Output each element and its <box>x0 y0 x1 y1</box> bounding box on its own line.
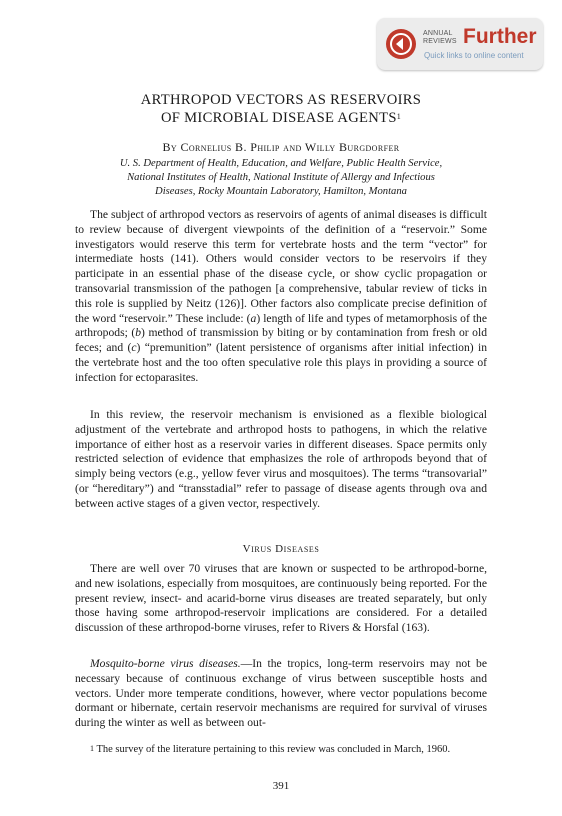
author-byline: By Cornelius B. Philip and Willy Burgdorfer <box>162 140 400 154</box>
page-number: 391 <box>272 780 290 792</box>
further-subtitle: Quick links to online content <box>424 51 524 60</box>
footnote-mark: 1 <box>90 744 94 753</box>
play-arrow-icon <box>386 29 416 59</box>
virus-intro-paragraph: There are well over 70 viruses that are known or suspected to be arthropod-borne, and new isolations, especially from mosquitoes, are continuously being reported. For the present review, insect- and acarid-borne virus diseases are treated separately, but only those having some arthropod-reservoir implications are considered. For a detailed discussion of these arthropod-borne viruses, refer to Rivers & Horsfal (163). <box>75 562 487 635</box>
intro-paragraph <box>75 208 487 386</box>
annual-reviews-logo-text <box>423 30 457 46</box>
intro-text-b: ) length of life and types of metamorphosis of the arthropods; ( <box>75 311 487 340</box>
mosquito-text: —In the tropics, long-term reservoirs may not be necessary because of continuous exchange of virus between susceptible hosts and vectors. Under more temperate conditions, however, where vector populations become dormant or hibernate, certain reservoir mechanisms are required for survival of viruses during the winter as well as between out- <box>75 657 487 730</box>
org-line2: REVIEWS <box>423 38 457 45</box>
article-title-line1: ARTHROPOD VECTORS AS RESERVOIRS <box>140 92 422 108</box>
mosquito-paragraph <box>75 657 487 731</box>
intro-text-a: The subject of arthropod vectors as reservoirs of agents of animal diseases is difficult to review because of divergent viewpoints of the definition of a “reservoir.” Some investigators would reserve this term for vertebrate hosts and the term “vector” for intermediate hosts (141). Others would consider vectors to be reservoirs if they participate in an essential phase of the disease cycle, or show cyclic propagation or transovarial transmission of the pathogen [a comprehensive, tabular review of ticks in this role is supplied by Neitz (126)]. Other factors also complicate precise definition of the word “reservoir.” These include: ( <box>75 208 487 325</box>
org-line1: ANNUAL <box>423 30 453 37</box>
intro-item-b: b <box>135 326 142 340</box>
article-title-line2-text: OF MICROBIAL DISEASE AGENTS <box>160 110 397 126</box>
review-scope-paragraph: In this review, the reservoir mechanism is envisioned as a flexible biological adjustment of the vertebrate and arthropod hosts to pathogens, in which the relative importance of either host as a reservoir varies in different diseases. Space permits only restricted selection of evidence that emphasizes the role of arthropods beyond that of simply being vectors (e.g., yellow fever virus and mosquitoes). The terms “transovarial” (or “hereditary”) and “transstadial” refer to passage of disease agents through ova and between active stages of a given vector, respectively. <box>75 408 487 510</box>
annual-reviews-further-badge[interactable] <box>377 18 543 70</box>
affiliation-line3: Diseases, Rocky Mountain Laboratory, Hamilton, Montana <box>155 186 407 197</box>
article-title-line2 <box>0 109 562 127</box>
mosquito-subheading: Mosquito-borne virus diseases. <box>90 657 241 670</box>
title-footnote-mark[interactable]: 1 <box>396 112 402 121</box>
section-heading-virus-diseases: Virus Diseases <box>242 543 320 555</box>
affiliation-line2: National Institutes of Health, National Institute of Allergy and Infectious <box>127 172 435 183</box>
affiliation-line1: U. S. Department of Health, Education, and Welfare, Public Health Service, <box>119 158 443 169</box>
intro-text-d: ) “premunition” (latent persistence of organisms after initial infection) in the vertebrate host and the too often speculative role this plays in providing a source of infection for ectoparasites. <box>75 341 487 384</box>
footnote-text: The survey of the literature pertaining to this review was concluded in March, 1960. <box>96 744 451 755</box>
intro-item-a: a <box>250 311 257 325</box>
footnote <box>75 743 487 757</box>
intro-item-c: c <box>131 341 137 355</box>
intro-text-c: ) method of transmission by biting or by contamination from fresh or old feces; and ( <box>75 326 487 355</box>
further-brand-label: Further <box>463 25 537 48</box>
